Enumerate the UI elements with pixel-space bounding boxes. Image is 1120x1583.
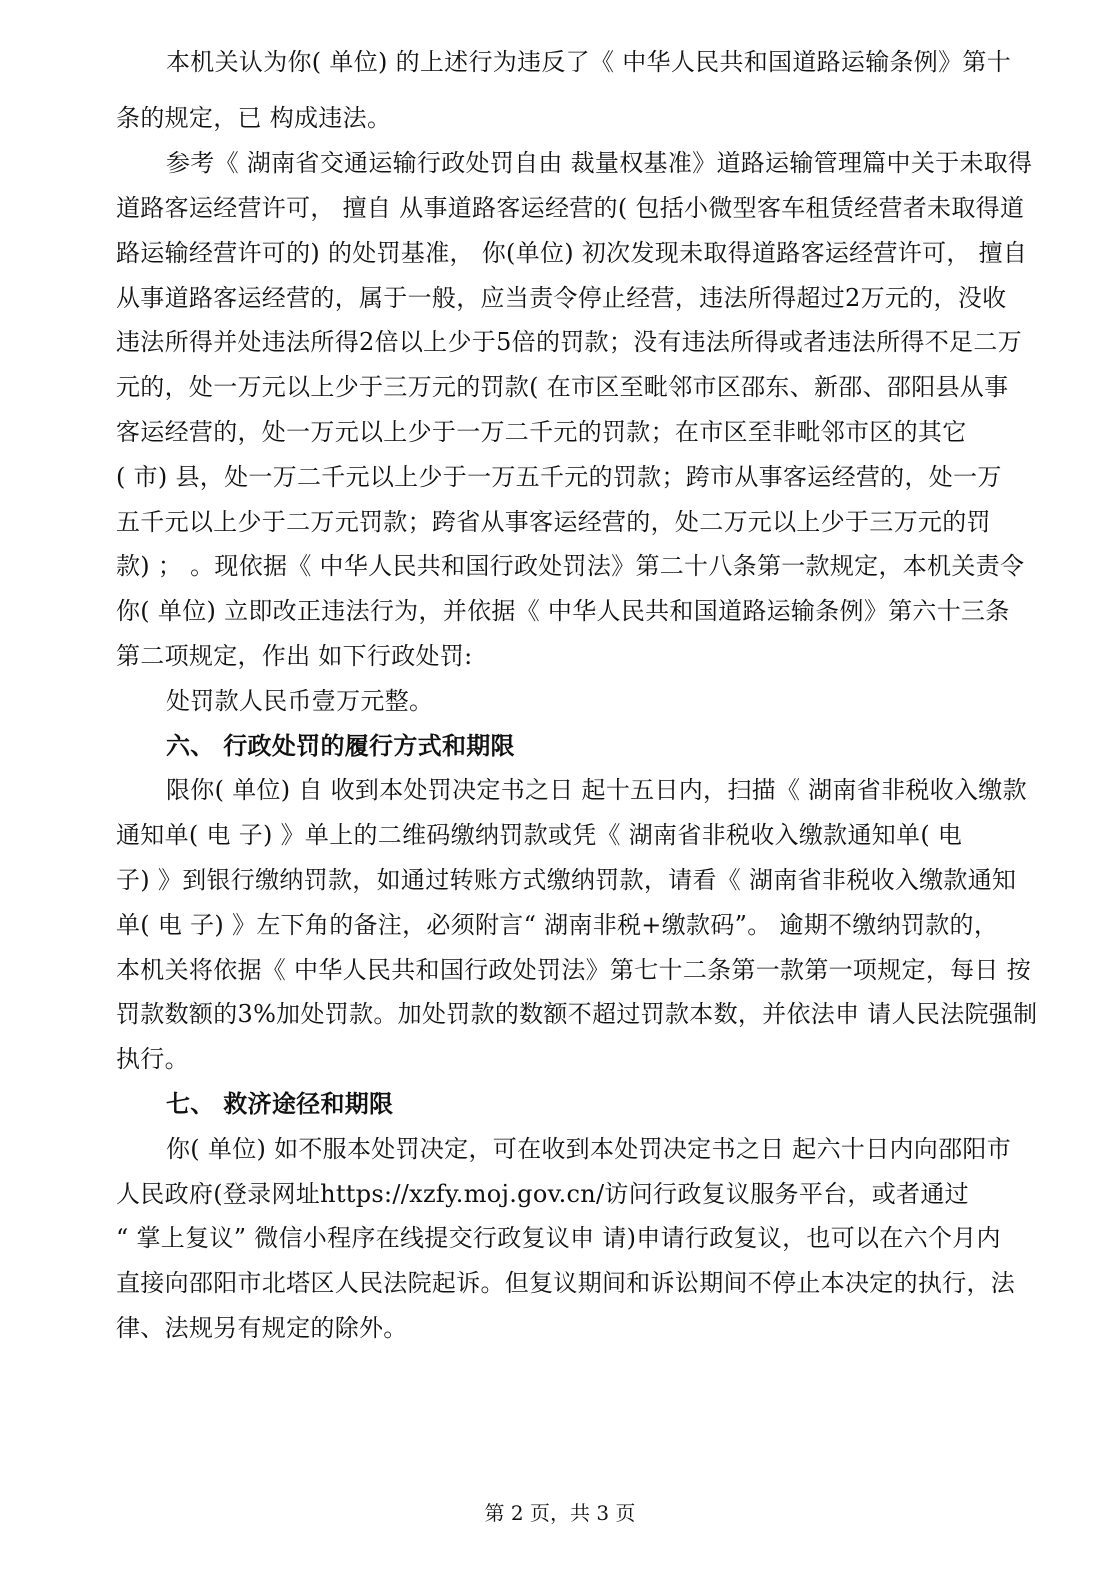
paragraph-line: [116, 999, 1048, 1029]
underlined-text: ( 市) 县，处一万二千元以上少于一万五千元的罚款；跨市从事客运经营的，处一万: [116, 463, 1002, 491]
line-text: 本机关认为你( 单位) 的上述行为违反了: [166, 48, 590, 76]
line-text: 的规定，已 构成违法。: [140, 104, 392, 132]
paragraph-line: [116, 820, 1048, 850]
paragraph-line: [116, 955, 1048, 985]
section-heading: [166, 1089, 1048, 1119]
paragraph-line: [116, 1313, 1048, 1343]
paragraph-line: [116, 1179, 1048, 1209]
penalty-amount: 处罚款人民币壹万元整。: [166, 687, 434, 715]
paragraph-line: [166, 1134, 1048, 1164]
underlined-text: 元的，处一万元以上少于三万元的罚款( 在市区至毗邻市区邵东、新邵、邵阳县从事: [116, 373, 1009, 401]
paragraph-line: [166, 775, 1048, 805]
underlined-text: “ 掌上复议” 微信小程序在线提交行政复议申 请): [116, 1224, 637, 1252]
heading-text: 六、 行政处罚的履行方式和期限: [166, 731, 515, 760]
underlined-text: 子) 》到银行缴纳罚款，如通过转账方式缴纳罚款，请看《 湖南省非税收入缴款通知: [116, 866, 1017, 894]
court-name: 邵阳市北塔区人民法院: [188, 1269, 432, 1297]
paragraph-line: [116, 551, 1048, 581]
paragraph-line: [116, 641, 1048, 671]
line-text: 你( 单位) 如不服本处罚决定，可在收到本处罚决定书之日 起六十日内向: [166, 1135, 939, 1163]
paragraph-line: [116, 1223, 1048, 1253]
line-text: 现依据《 中华人民共和国行政处罚法》第二十八条第一款规定，本机关责令: [214, 552, 1025, 580]
line-text: 起诉。但复议期间和诉讼期间不停止本决定的执行，法: [431, 1269, 1016, 1297]
paragraph-line: [116, 193, 1048, 223]
underlined-text: 参考《 湖南省交通运输行政处罚自由 裁量权基准》道路运输管理篇中关于未取得: [166, 149, 1033, 177]
underlined-text: 五千元以上少于二万元罚款；跨省从事客运经营的，处二万元以上少于三万元的罚: [116, 508, 991, 536]
paragraph-line: [116, 372, 1048, 402]
underlined-text: 客运经营的，处一万元以上少于一万二千元的罚款；在市区至非毗邻市区的其它: [116, 418, 967, 446]
paragraph-line: [116, 327, 1048, 357]
underlined-text: 从事道路客运经营的，属于一般，应当责令停止经营，违法所得超过2万元的，没收: [116, 284, 1007, 312]
line-text: 直接向: [116, 1269, 189, 1297]
underlined-text: 单( 电 子) 》左下角的备注，必须附言“ 湖南非税+缴款码”。 逾期不缴纳罚款的，: [116, 911, 999, 939]
underlined-text: 款) ； 。: [116, 552, 215, 580]
underlined-text: 第二项: [116, 642, 189, 670]
paragraph-line: [116, 417, 1048, 447]
paragraph-line: [166, 47, 1048, 77]
underlined-text: 本机关将依据《 中华人民共和国行政处罚法》第七十二条第一款第一项规定，每日 按: [116, 956, 1031, 984]
paragraph-line: [116, 1044, 1048, 1074]
underlined-text: 执行。: [116, 1045, 189, 1073]
underlined-text: 限你( 单位) 自 收到本处罚决定书之日 起十五日内，扫描《 湖南省非税收入缴款: [166, 776, 1027, 804]
paragraph-line: [116, 103, 1048, 133]
line-text: 你( 单位) 立即改正违法行为，并依据: [116, 597, 516, 625]
underlined-text: 路运输经营许可的) 的处罚基准， 你(单位) 初次发现未取得道路客运经营许可， 擅自: [116, 239, 1028, 267]
section-heading: [166, 731, 1048, 761]
underlined-text: 道路客运经营许可， 擅自 从事道路客运经营的( 包括小微型客车租赁经营者未取得道: [116, 194, 1025, 222]
underlined-text: 违法所得并处违法所得2倍以上少于5倍的罚款；没有违法所得或者违法所得不足二万: [116, 328, 1022, 356]
paragraph-line: [116, 596, 1048, 626]
paragraph-line: [116, 910, 1048, 940]
paragraph-line: [116, 283, 1048, 313]
underlined-text: 邵阳市: [938, 1135, 1012, 1163]
paragraph-line: [166, 148, 1048, 178]
paragraph-line: [166, 686, 1048, 716]
paragraph-line: [116, 238, 1048, 268]
line-text: 申请行政复议，也可以在六个月内: [636, 1224, 1001, 1252]
heading-text: 七、 救济途径和期限: [166, 1089, 394, 1118]
paragraph-line: [116, 865, 1048, 895]
underlined-text: 《 中华人民共和国道路运输条例》第十: [589, 48, 1012, 76]
underlined-text: 通知单( 电 子) 》单上的二维码缴纳罚款或凭《 湖南省非税收入缴款通知单( 电: [116, 821, 963, 849]
underlined-text: 罚款数额的3%加处罚款。加处罚款的数额不超过罚款本数，并依法申 请人民法院强制: [116, 1000, 1038, 1028]
underlined-text: 《 中华人民共和国道路运输条例》第六十三条: [515, 597, 1010, 625]
underlined-text: 条: [116, 104, 141, 132]
line-text: 规定，作出 如下行政处罚:: [188, 642, 473, 670]
line-text: 律、法规另有规定的除外。: [116, 1314, 408, 1342]
paragraph-line: [116, 462, 1048, 492]
page-number-footer: 第 2 页，共 3 页: [484, 1501, 636, 1525]
paragraph-line: [116, 507, 1048, 537]
paragraph-line: [116, 1268, 1048, 1298]
website-url-text: 人民政府(登录网址https://xzfy.moj.gov.cn/访问行政复议服务平台，或者通过: [116, 1180, 969, 1208]
